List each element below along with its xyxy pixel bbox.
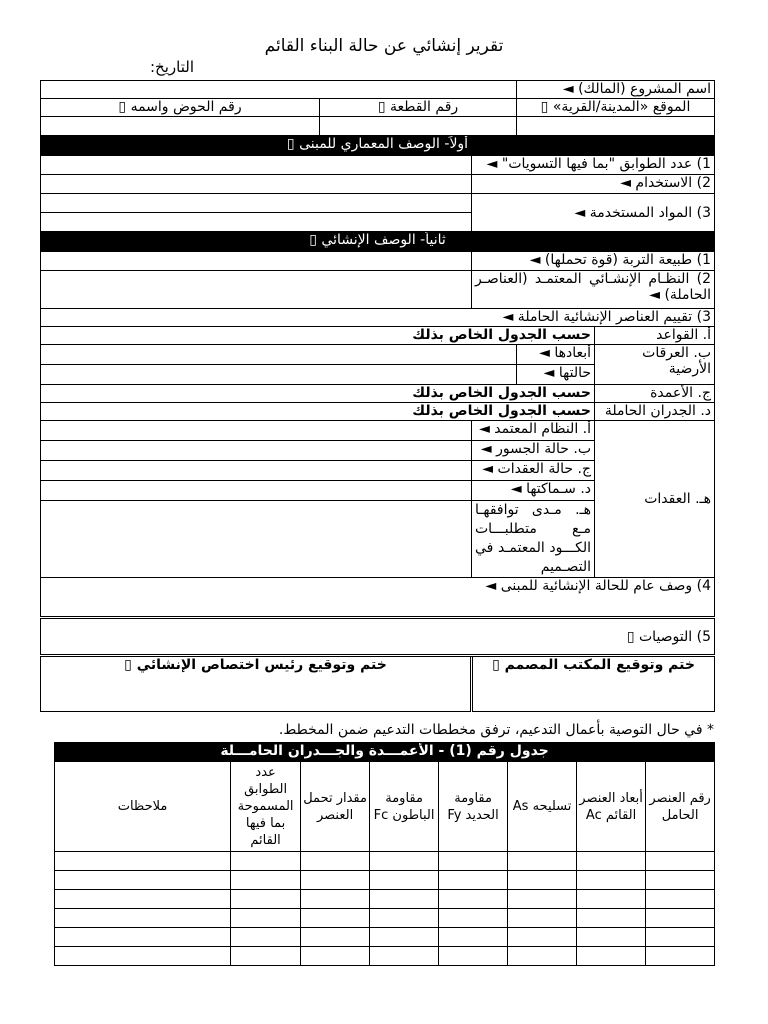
table-cell[interactable] [646,947,715,966]
soil-label: 1) طبيعة التربة (قوة تحملها) ◄ [472,252,715,271]
columns-label: ج. الأعمدة [595,385,715,403]
table-cell[interactable] [646,871,715,890]
slab-field[interactable] [41,461,472,481]
slab-field[interactable] [41,481,472,501]
table-cell[interactable] [439,909,508,928]
table-title: جدول رقم (1) - الأعمـــدة والجـــدران الحامـــلة [55,743,715,762]
table-cell[interactable] [370,928,439,947]
system-field[interactable] [41,271,472,309]
table-cell[interactable] [508,947,577,966]
table-cell[interactable] [301,852,370,871]
location-field[interactable] [517,117,715,136]
materials-label: 3) المواد المستخدمة ◄ [472,194,715,232]
section1-title: أولاً- الوصف المعماري للمبنى ▯ [41,136,715,156]
page-title: تقرير إنشائي عن حالة البناء القائم [264,36,504,56]
floors-label: 1) عدد الطوابق "بما فيها التسويات" ◄ [472,156,715,175]
usage-label: 2) الاستخدام ◄ [472,175,715,194]
slab-field[interactable] [41,501,472,578]
beam-dimensions-field[interactable] [41,345,517,365]
table-cell[interactable] [370,947,439,966]
column-header: مقاومة الباطون Fc [370,762,439,852]
table-cell[interactable] [55,852,231,871]
beam-dimensions-label: أبعادها ◄ [517,345,595,365]
table-cell[interactable] [301,928,370,947]
recommendations-label: 5) التوصيات ▯ [41,618,715,656]
table-cell[interactable] [646,909,715,928]
table-cell[interactable] [577,871,646,890]
columns-value: حسب الجدول الخاص بذلك [41,385,595,403]
table-cell[interactable] [55,928,231,947]
table-cell[interactable] [301,947,370,966]
table-row [55,871,715,890]
ground-beams-label: ب. العرقات الأرضية [595,345,715,385]
table-row [55,890,715,909]
table-cell[interactable] [646,890,715,909]
column-header: ملاحظات [55,762,231,852]
column-header: رقم العنصر الحامل [646,762,715,852]
beam-condition-field[interactable] [41,365,517,385]
table-cell[interactable] [646,852,715,871]
table-cell[interactable] [439,871,508,890]
column-header: عدد الطوابق المسموحة بما فيها القائم [231,762,301,852]
section2-title: ثانياً- الوصف الإنشائي ▯ [41,232,715,252]
table-row [55,852,715,871]
table-cell[interactable] [646,928,715,947]
table-cell[interactable] [370,852,439,871]
plot-number-label: رقم القطعة ▯ [320,99,517,117]
table-cell[interactable] [370,871,439,890]
slab-item: د. سـماكتها ◄ [472,481,595,501]
table-cell[interactable] [231,947,301,966]
column-header: مقاومة الحديد Fy [439,762,508,852]
table-cell[interactable] [231,890,301,909]
plot-number-field[interactable] [320,117,517,136]
table-cell[interactable] [508,928,577,947]
table-cell[interactable] [577,852,646,871]
table-cell[interactable] [370,890,439,909]
slabs-label: هـ. العقدات [595,421,715,578]
eval-label: 3) تقييم العناصر الإنشائية الحاملة ◄ [41,309,715,327]
date-label: التاريخ: [150,58,194,76]
slab-item: ب. حالة الجسور ◄ [472,441,595,461]
support-note: * في حال التوصية بأعمال التدعيم، ترفق مخططات التدعيم ضمن المخطط. [278,722,714,738]
project-name-field[interactable] [41,81,517,99]
table-cell[interactable] [55,947,231,966]
column-header: أبعاد العنصر القائم Ac [577,762,646,852]
slab-field[interactable] [41,421,472,441]
slab-item: هـ. مـدى توافقهـا مـع متطلبـــات الكـــود المعتمـد في التصـميم [472,501,595,578]
table-row [55,947,715,966]
slab-field[interactable] [41,441,472,461]
report-form [40,80,715,712]
table-cell[interactable] [231,871,301,890]
foundations-value: حسب الجدول الخاص بذلك [41,327,595,345]
general-desc-label: 4) وصف عام للحالة الإنشائية للمبنى ◄ [41,578,715,618]
table-cell[interactable] [301,890,370,909]
table-cell[interactable] [439,928,508,947]
usage-field[interactable] [41,175,472,194]
materials-field-2[interactable] [41,213,472,232]
table-cell[interactable] [55,890,231,909]
table-cell[interactable] [231,909,301,928]
table-cell[interactable] [577,909,646,928]
table-cell[interactable] [370,909,439,928]
table-cell[interactable] [508,890,577,909]
table-cell[interactable] [439,947,508,966]
table-cell[interactable] [577,890,646,909]
floors-field[interactable] [41,156,472,175]
table-cell[interactable] [508,909,577,928]
foundations-label: أ. القواعد [595,327,715,345]
project-name-label: اسم المشروع (المالك) ◄ [517,81,715,99]
table-cell[interactable] [508,871,577,890]
table-cell[interactable] [439,852,508,871]
table-cell[interactable] [301,871,370,890]
table-row [55,909,715,928]
designer-stamp: ختم وتوقيع المكتب المصمم ▯ [472,656,715,712]
bearing-walls-label: د. الجدران الحاملة [595,403,715,421]
materials-field-1[interactable] [41,194,472,213]
system-label: 2) النظـام الإنشـائي المعتمـد (العناصـر الحاملة) ◄ [472,271,715,309]
beam-condition-label: حالتها ◄ [517,365,595,385]
table-cell[interactable] [577,928,646,947]
column-header: تسليحه As [508,762,577,852]
slab-item: ج. حالة العقدات ◄ [472,461,595,481]
table-cell[interactable] [439,890,508,909]
table-cell[interactable] [508,852,577,871]
table-cell[interactable] [577,947,646,966]
head-stamp: ختم وتوقيع رئيس اختصاص الإنشائي ▯ [41,656,472,712]
table-cell[interactable] [301,909,370,928]
table-row [55,928,715,947]
bearing-walls-value: حسب الجدول الخاص بذلك [41,403,595,421]
table-cell[interactable] [231,852,301,871]
basin-number-field[interactable] [41,117,320,136]
basin-number-label: رقم الحوض واسمه ▯ [41,99,320,117]
location-label: الموقع «المدينة/القرية» ▯ [517,99,715,117]
soil-field[interactable] [41,252,472,271]
slab-item: أ. النظام المعتمد ◄ [472,421,595,441]
table-cell[interactable] [231,928,301,947]
table-columns-walls [54,742,715,966]
column-header: مقدار تحمل العنصر [301,762,370,852]
table-cell[interactable] [55,909,231,928]
table-cell[interactable] [55,871,231,890]
